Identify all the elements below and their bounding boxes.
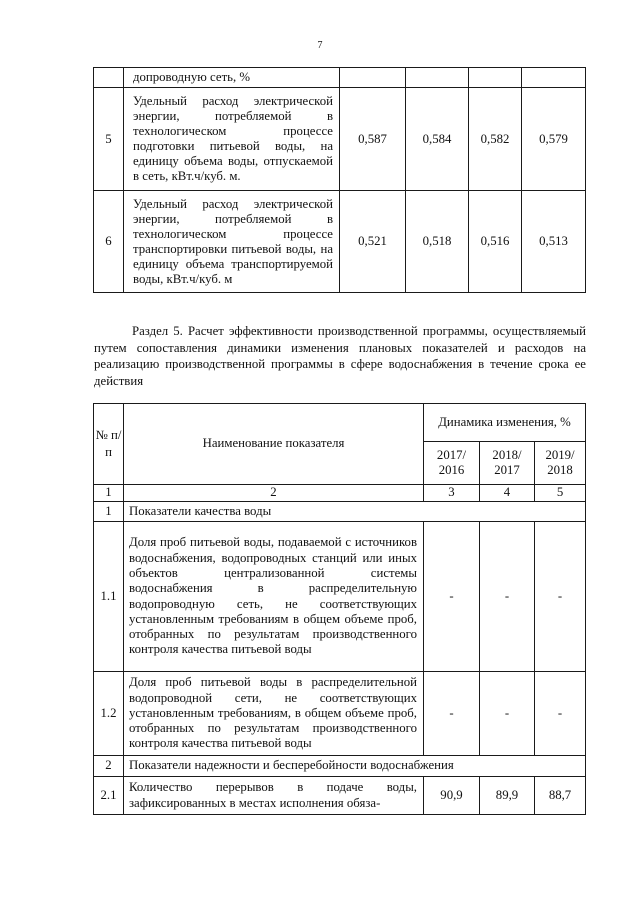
value-cell: [522, 68, 586, 88]
value-cell: [406, 68, 469, 88]
value-cell: 88,7: [535, 777, 586, 815]
value-cell: 0,516: [469, 191, 522, 293]
header-year: 2017/ 2016: [424, 442, 480, 485]
section-row: [94, 756, 586, 777]
table-row: [94, 777, 586, 815]
value-cell: -: [535, 522, 586, 672]
table-row: [94, 88, 586, 191]
dynamics-table: [93, 403, 586, 815]
indicator-name: Доля проб питьевой воды в распределительной водопроводной сети, не соответствующих установленным требованиям, в общем объеме проб, отобранных по результатам производственного контроля качества питьевой воды: [124, 672, 424, 756]
table-row: [94, 68, 586, 88]
value-cell: 0,513: [522, 191, 586, 293]
value-cell: -: [480, 672, 535, 756]
value-cell: 0,587: [340, 88, 406, 191]
header-dynamics: Динамика изменения, %: [424, 404, 586, 442]
row-number: 1.1: [94, 522, 124, 672]
row-number: 1: [94, 502, 124, 522]
header-year: 2018/ 2017: [480, 442, 535, 485]
section-name: Показатели надежности и бесперебойности водоснабжения: [124, 756, 586, 777]
value-cell: 0,521: [340, 191, 406, 293]
header-name: Наименование показателя: [124, 404, 424, 485]
section-row: [94, 502, 586, 522]
value-cell: 0,518: [406, 191, 469, 293]
column-number: 2: [124, 485, 424, 502]
row-number: 2.1: [94, 777, 124, 815]
row-number: 5: [94, 88, 124, 191]
table-row: [94, 191, 586, 293]
value-cell: 0,579: [522, 88, 586, 191]
header-year: 2019/ 2018: [535, 442, 586, 485]
section-title: Раздел 5. Расчет эффективности производственной программы, осуществляемый путем сопоставления динамики изменения плановых показателей и расходов на реализацию производственной программы в сфере водоснабжения в течение срока ее действия: [94, 324, 586, 388]
column-number: 4: [480, 485, 535, 502]
energy-table: [93, 67, 586, 293]
column-number: 5: [535, 485, 586, 502]
row-number: 6: [94, 191, 124, 293]
value-cell: 0,582: [469, 88, 522, 191]
row-number: [94, 68, 124, 88]
value-cell: -: [424, 672, 480, 756]
indicator-name: Удельный расход электрической энергии, потребляемой в технологическом процессе транспортировки питьевой воды, на единицу объема транспортируемой воды, кВт.ч/куб. м: [124, 191, 340, 293]
column-number: 3: [424, 485, 480, 502]
row-number: 1.2: [94, 672, 124, 756]
value-cell: -: [424, 522, 480, 672]
row-number: 2: [94, 756, 124, 777]
value-cell: 89,9: [480, 777, 535, 815]
value-cell: -: [480, 522, 535, 672]
page-number: 7: [317, 40, 323, 51]
indicator-name: Удельный расход электрической энергии, потребляемой в технологическом процессе подготовки питьевой воды, на единицу объема воды, отпускаемой в сеть, кВт.ч/куб. м.: [124, 88, 340, 191]
value-cell: [469, 68, 522, 88]
value-cell: 0,584: [406, 88, 469, 191]
value-cell: 90,9: [424, 777, 480, 815]
header-num: № п/п: [94, 404, 124, 485]
indicator-name: допроводную сеть, %: [124, 68, 340, 88]
value-cell: [340, 68, 406, 88]
section-name: Показатели качества воды: [124, 502, 586, 522]
column-number-row: [94, 485, 586, 502]
indicator-name: Доля проб питьевой воды, подаваемой с источников водоснабжения, водопроводных станций или иных объектов централизованной системы водоснабжения в распределительную водопроводную сеть, не соответствующих установленным требованиям в общем объеме проб, отобранных по результатам производственного контроля качества питьевой воды: [124, 522, 424, 672]
value-cell: -: [535, 672, 586, 756]
table-row: [94, 522, 586, 672]
indicator-name: Количество перерывов в подаче воды, зафиксированных в местах исполнения обяза-: [124, 777, 424, 815]
column-number: 1: [94, 485, 124, 502]
table-row: [94, 672, 586, 756]
